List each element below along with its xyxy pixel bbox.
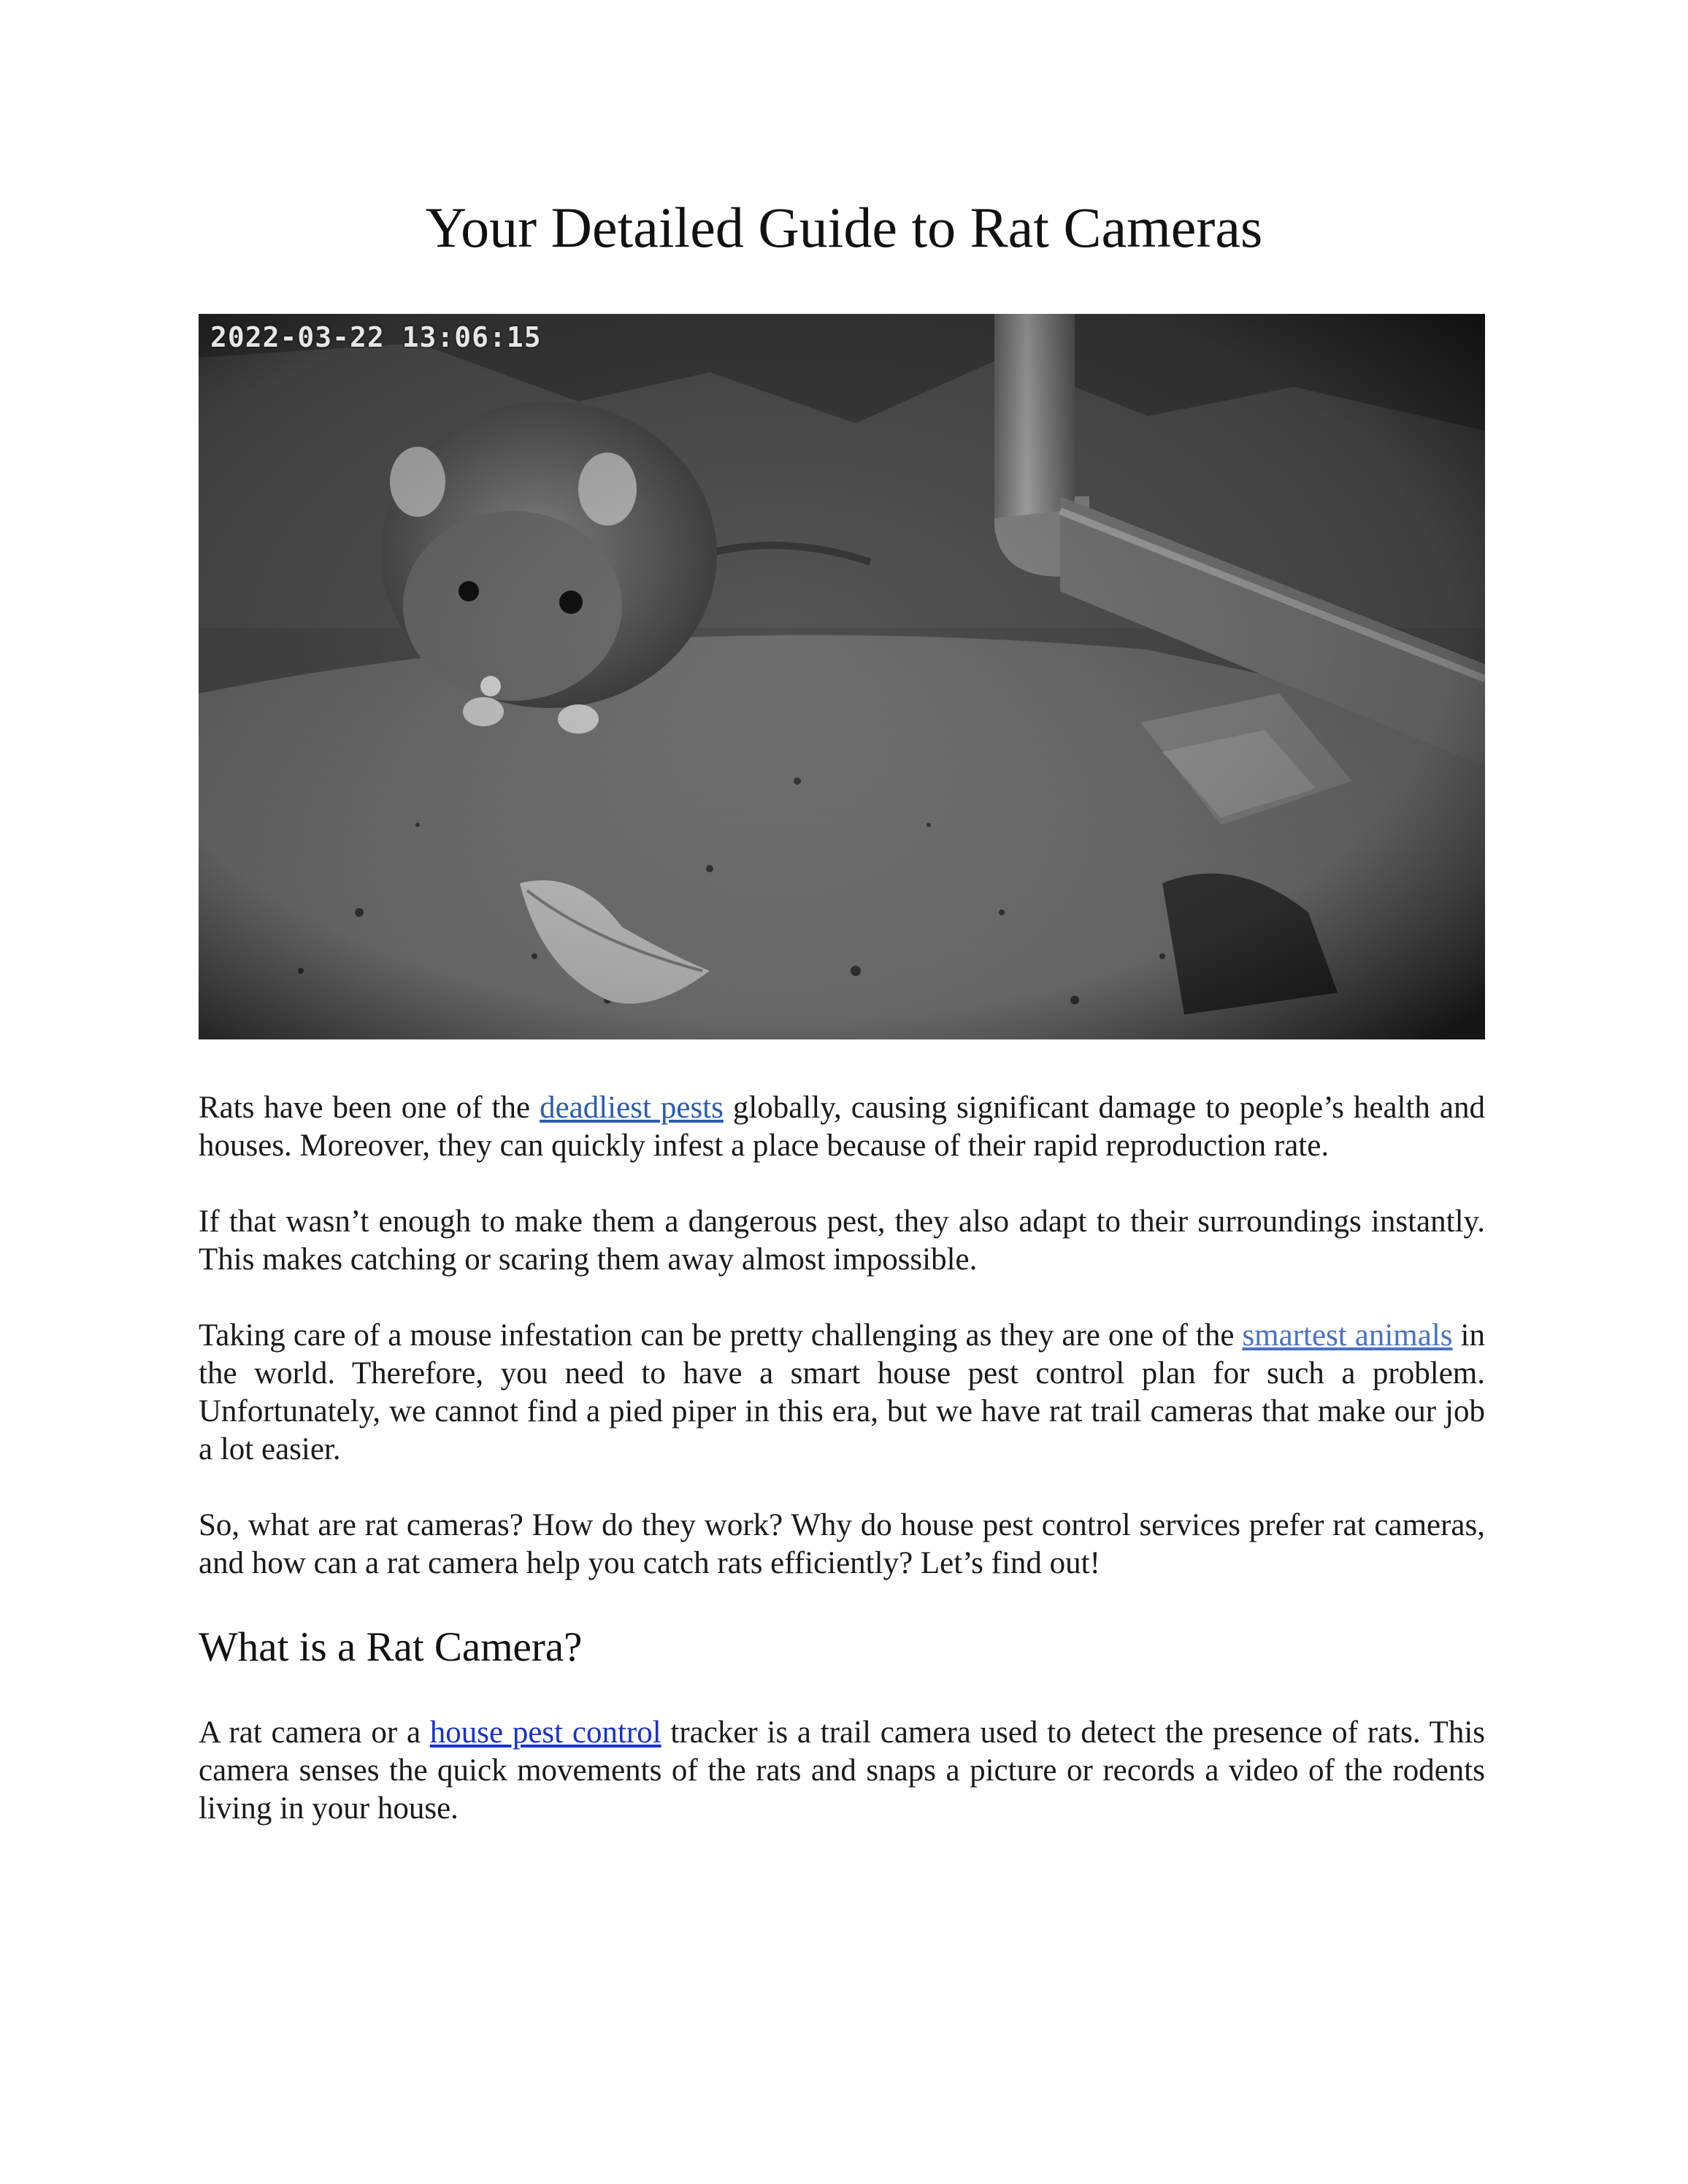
paragraph-3: [199, 1317, 1485, 1469]
link-deadliest-pests[interactable]: deadliest pests: [540, 1091, 724, 1125]
paragraph-3-text-after: in the world. Therefore, you need to have a smart house pest control plan for such a problem. Unfortunately, we cannot find a pied piper in this era, but we have rat trail cameras that make our job a lot easier.: [199, 1318, 1486, 1466]
rat-photo-illustration: [199, 314, 1485, 1039]
paragraph-1-text-after: globally, causing significant damage to people’s health and houses. Moreover, they can quickly infest a place because of their rapid reproduction rate.: [199, 1091, 1485, 1163]
page-title: Your Detailed Guide to Rat Cameras: [425, 196, 1263, 259]
section-paragraph-text-after: tracker is a trail camera used to detect the presence of rats. This camera senses the quick movements of the rats and snaps a picture or records a video of the rodents living in your house.: [199, 1715, 1485, 1826]
section-paragraph: [199, 1714, 1485, 1828]
rat-camera-photo: [199, 314, 1485, 1039]
section-paragraph-text-before: A rat camera or a: [199, 1715, 430, 1750]
link-house-pest-control[interactable]: house pest control: [429, 1715, 661, 1750]
paragraph-3-text-before: Taking care of a mouse infestation can be pretty challenging as they are one of the: [199, 1318, 1243, 1353]
link-smartest-animals[interactable]: smartest animals: [1242, 1318, 1453, 1353]
section-heading: What is a Rat Camera?: [199, 1624, 583, 1670]
paragraph-1: [199, 1089, 1485, 1165]
paragraph-4: So, what are rat cameras? How do they work? Why do house pest control services prefer rat cameras, and how can a rat camera help you catch rats efficiently? Let’s find out!: [199, 1508, 1485, 1580]
paragraph-2: If that wasn’t enough to make them a dangerous pest, they also adapt to their surroundings instantly. This makes catching or scaring them away almost impossible.: [199, 1204, 1485, 1277]
camera-timestamp: 2022-03-22 13:06:15: [210, 321, 542, 353]
paragraph-1-text-before: Rats have been one of the: [199, 1091, 540, 1125]
